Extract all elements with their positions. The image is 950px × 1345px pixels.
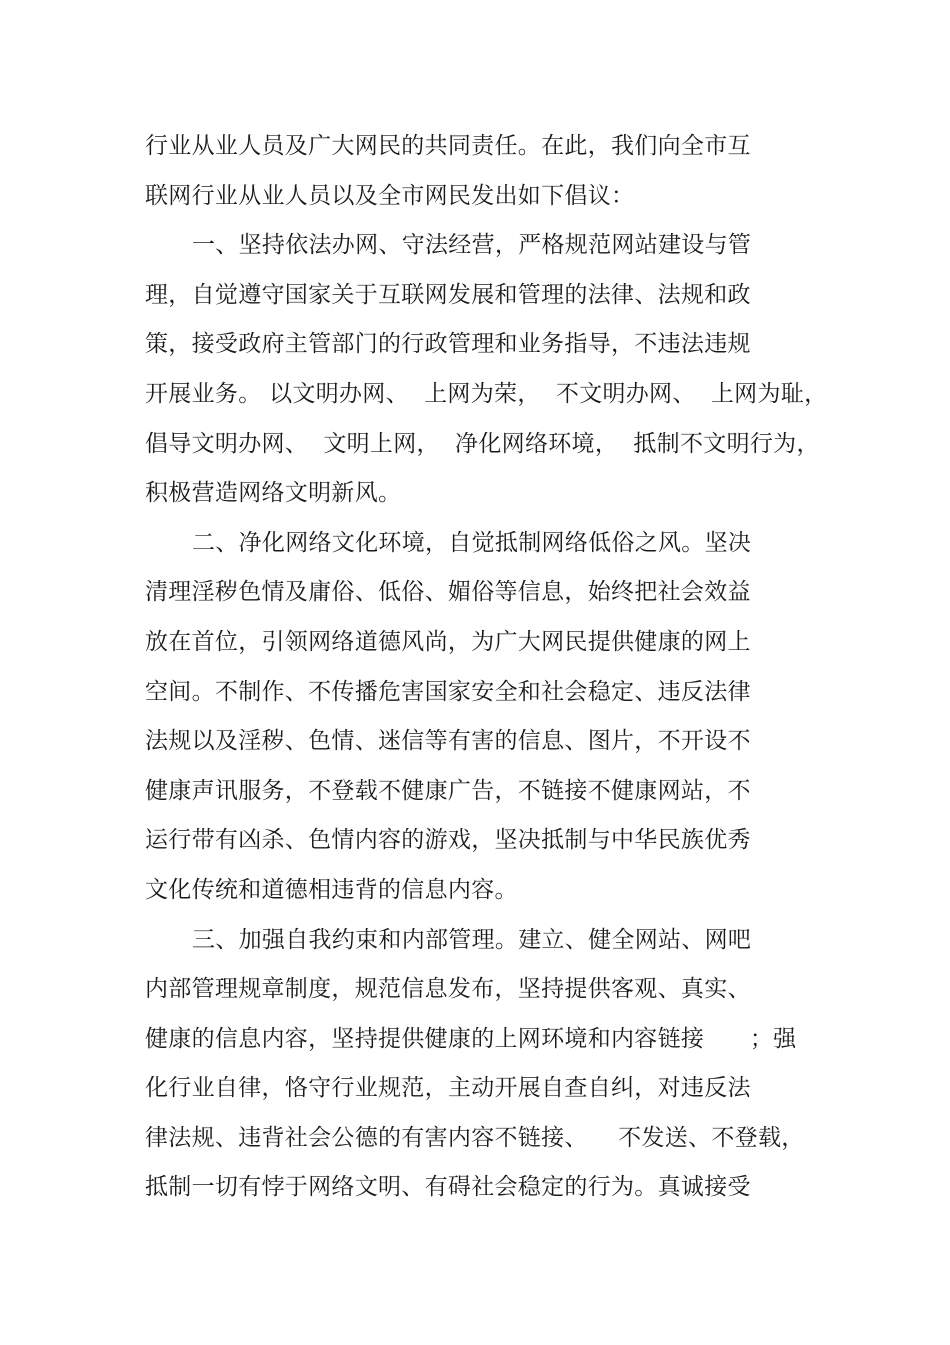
text-line: 开展业务。 以文明办网、 上网为荣， 不文明办网、 上网为耻， bbox=[145, 380, 828, 407]
body-text bbox=[145, 122, 828, 1213]
text-line: 律法规、违背社会公德的有害内容不链接、 不发送、不登载， bbox=[145, 1124, 805, 1151]
text-line: 理，自觉遵守国家关于互联网发展和管理的法律、法规和政 bbox=[145, 281, 751, 308]
text-line: 一、坚持依法办网、守法经营，严格规范网站建设与管 bbox=[192, 232, 752, 259]
text-line: 放在首位，引领网络道德风尚，为广大网民提供健康的网上 bbox=[145, 628, 751, 655]
text-line: 行业从业人员及广大网民的共同责任。在此，我们向全市互 bbox=[145, 133, 751, 159]
text-line: 空间。不制作、不传播危害国家安全和社会稳定、违反法律 bbox=[145, 678, 751, 705]
text-line: 倡导文明办网、 文明上网， 净化网络环境， 抵制不文明行为， bbox=[145, 430, 820, 457]
text-line: 健康声讯服务，不登载不健康广告，不链接不健康网站，不 bbox=[145, 777, 751, 804]
text-line: 清理淫秽色情及庸俗、低俗、媚俗等信息，始终把社会效益 bbox=[145, 579, 751, 606]
text-line: 联网行业从业人员以及全市网民发出如下倡议： bbox=[145, 182, 635, 209]
text-line: 策，接受政府主管部门的行政管理和业务指导，不违法违规 bbox=[145, 331, 751, 358]
text-line: 法规以及淫秽、色情、迷信等有害的信息、图片，不开设不 bbox=[145, 728, 751, 755]
text-line: 三、加强自我约束和内部管理。建立、健全网站、网吧 bbox=[192, 926, 752, 953]
text-line: 抵制一切有悖于网络文明、有碍社会稳定的行为。真诚接受 bbox=[145, 1174, 751, 1201]
text-line: 内部管理规章制度，规范信息发布，坚持提供客观、真实、 bbox=[145, 976, 751, 1003]
text-line: 健康的信息内容，坚持提供健康的上网环境和内容链接 ；强 bbox=[145, 1025, 797, 1052]
text-line: 运行带有凶杀、色情内容的游戏，坚决抵制与中华民族优秀 bbox=[145, 827, 751, 854]
text-line: 化行业自律，恪守行业规范，主动开展自查自纠，对违反法 bbox=[145, 1075, 751, 1102]
text-line: 二、净化网络文化环境，自觉抵制网络低俗之风。坚决 bbox=[192, 529, 752, 556]
text-line: 文化传统和道德相违背的信息内容。 bbox=[145, 876, 518, 903]
text-line: 积极营造网络文明新风。 bbox=[145, 480, 402, 507]
